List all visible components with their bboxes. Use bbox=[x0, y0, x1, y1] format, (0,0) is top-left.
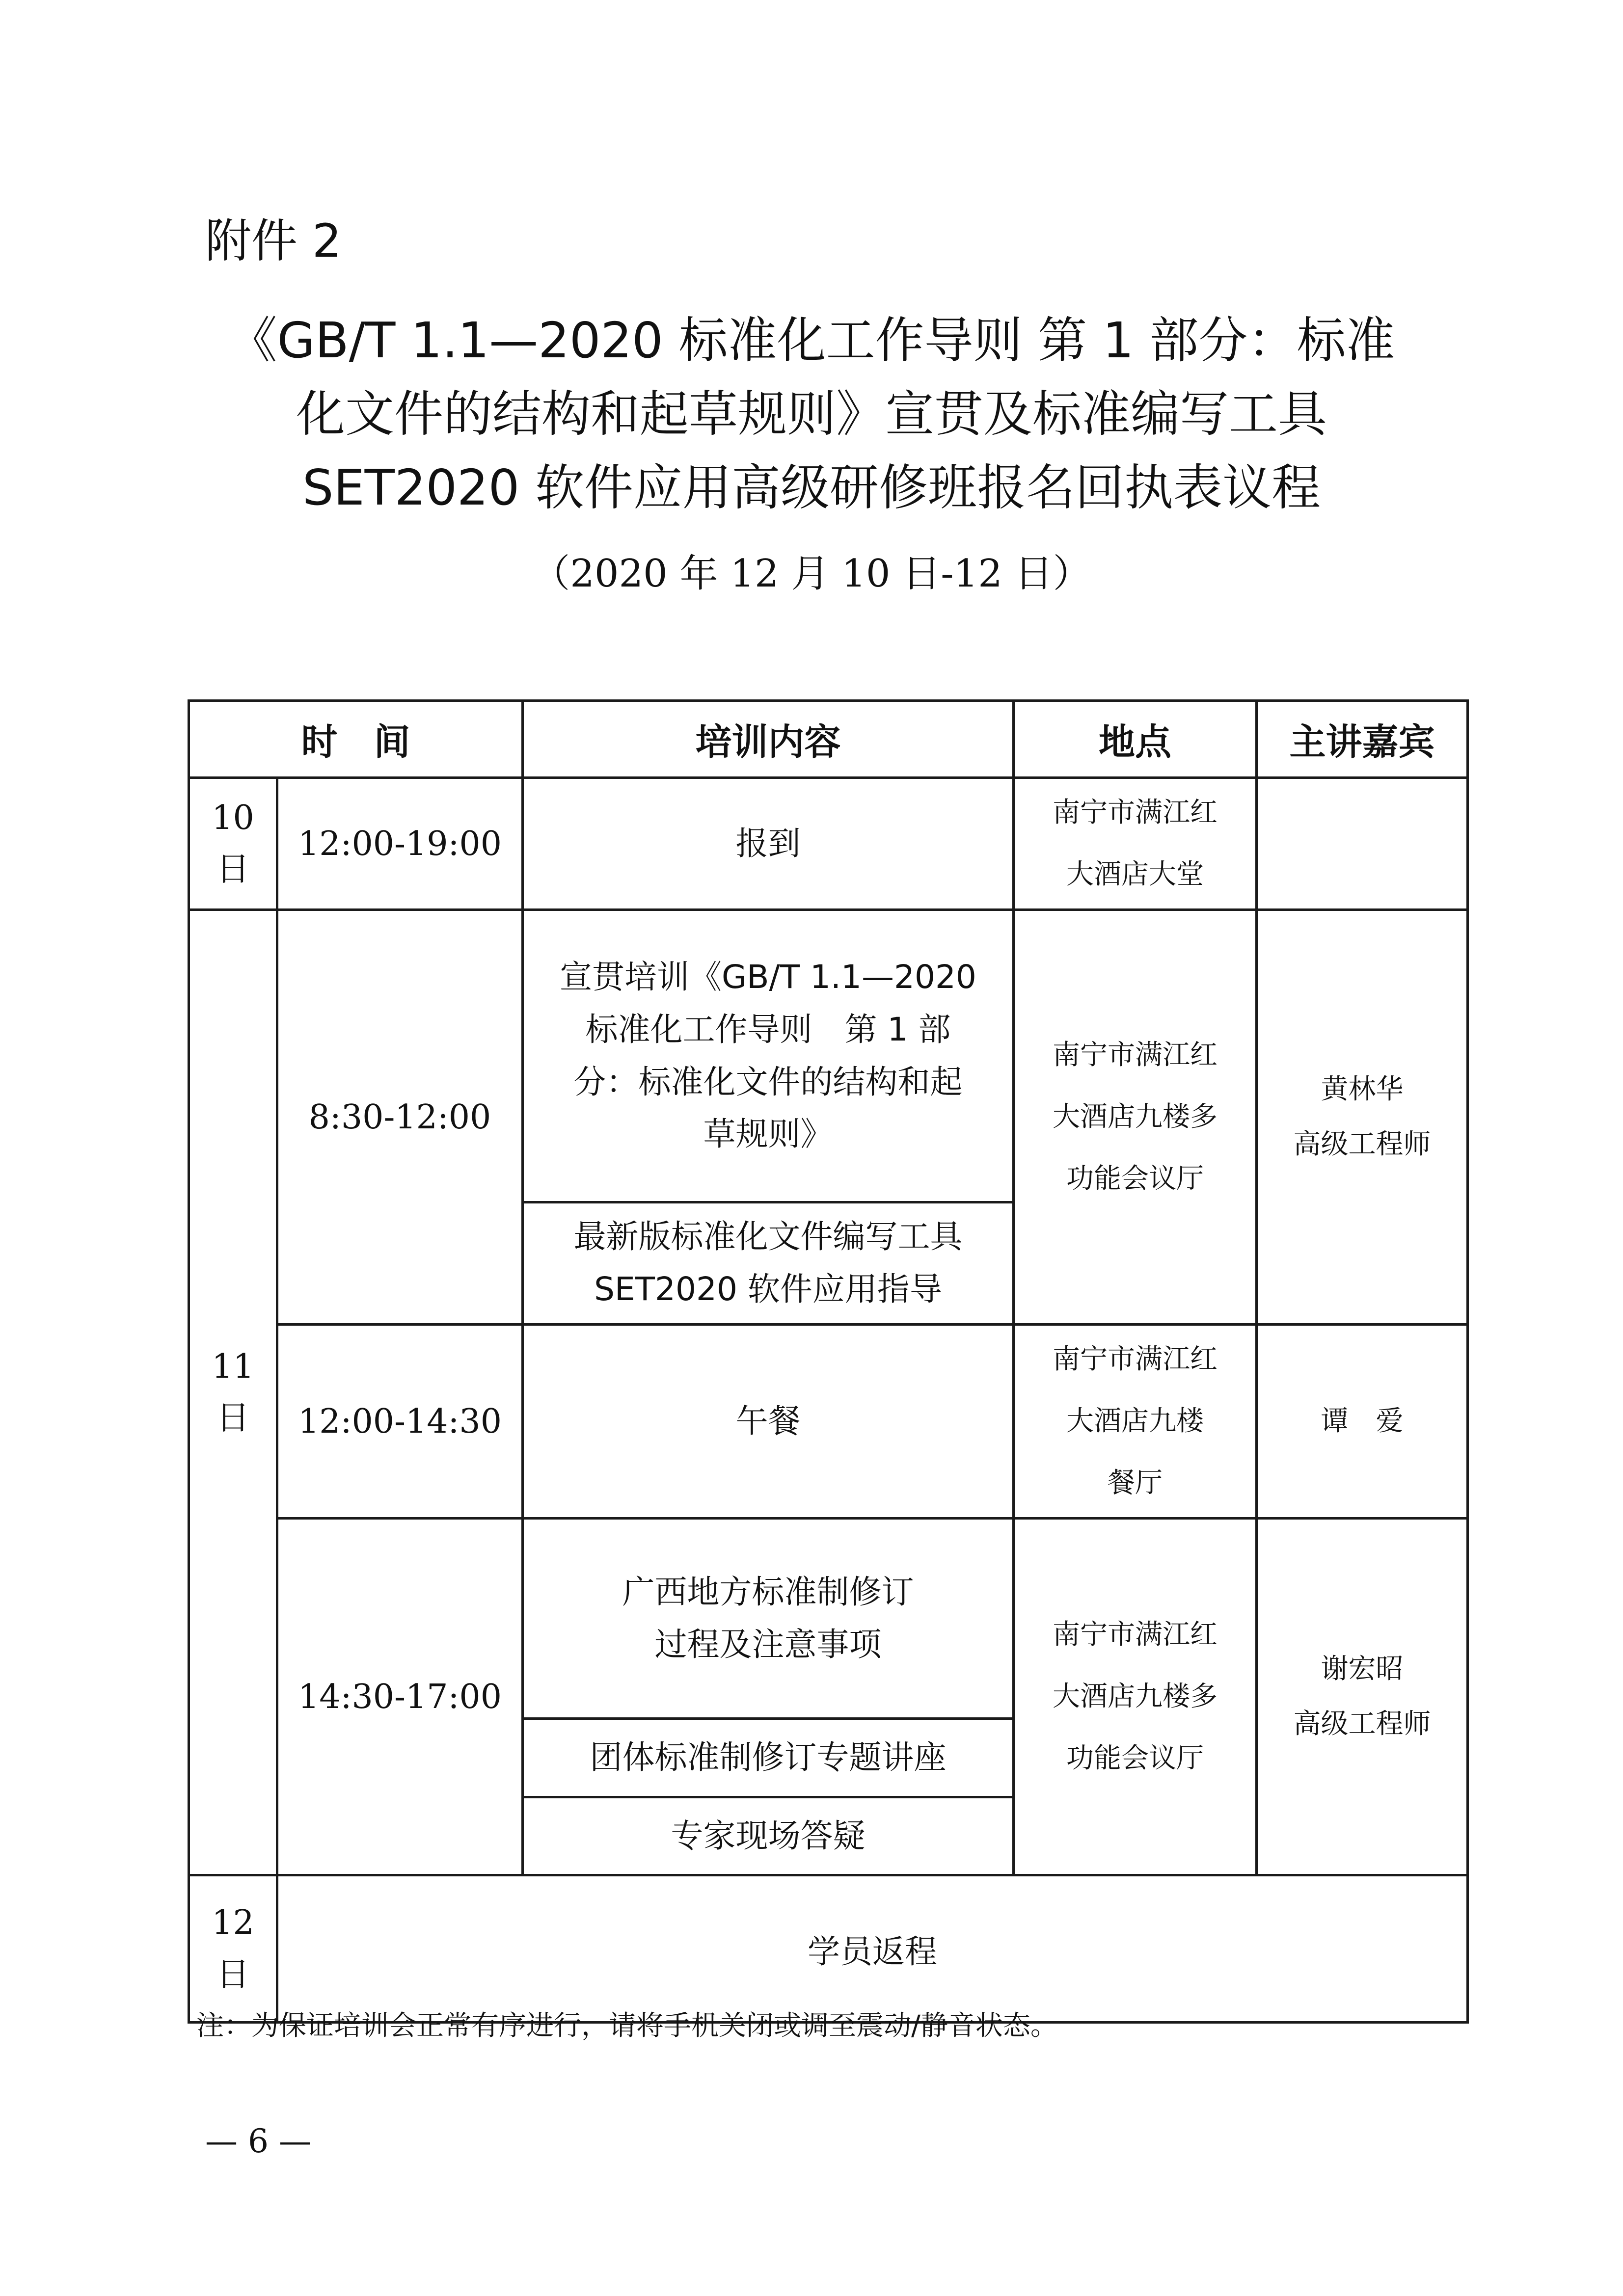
day-cell-11 bbox=[189, 910, 277, 1875]
speaker-name: 黄林华 bbox=[1321, 1073, 1404, 1105]
header-location: 地点 bbox=[1014, 701, 1257, 778]
location-line: 南宁市满江红 bbox=[1053, 1619, 1217, 1651]
footnote: 注：为保证培训会正常有序进行，请将手机关闭或调至震动/静音状态。 bbox=[196, 2010, 1058, 2042]
day-number: 10 bbox=[212, 798, 254, 837]
speaker-cell bbox=[1257, 1519, 1468, 1875]
time-cell: 8:30-12:00 bbox=[277, 910, 523, 1325]
location-line: 南宁市满江红 bbox=[1053, 797, 1217, 828]
table-row bbox=[189, 778, 1468, 910]
location-line: 功能会议厅 bbox=[1066, 1163, 1204, 1195]
day-suffix: 日 bbox=[216, 1955, 250, 1994]
table-row bbox=[189, 910, 1468, 1202]
content-cell bbox=[523, 1519, 1014, 1719]
day-suffix: 日 bbox=[216, 1399, 250, 1438]
attachment-label: 附件 2 bbox=[205, 214, 342, 268]
time-cell: 12:00-14:30 bbox=[277, 1325, 523, 1519]
location-line: 功能会议厅 bbox=[1066, 1742, 1204, 1774]
location-line: 大酒店九楼多 bbox=[1053, 1101, 1217, 1133]
table-row bbox=[189, 1875, 1468, 2023]
content-cell: 午餐 bbox=[523, 1325, 1014, 1519]
content-line: 草规则》 bbox=[703, 1115, 833, 1153]
location-line: 大酒店九楼多 bbox=[1053, 1681, 1217, 1712]
table-row bbox=[189, 1325, 1468, 1519]
speaker-title: 高级工程师 bbox=[1293, 1708, 1431, 1740]
day-cell-12 bbox=[189, 1875, 277, 2023]
speaker-title: 高级工程师 bbox=[1293, 1128, 1431, 1160]
content-line: 宣贯培训《GB/T 1.1—2020 bbox=[560, 958, 976, 996]
speaker-name: 谢宏昭 bbox=[1321, 1653, 1404, 1685]
speaker-cell bbox=[1257, 910, 1468, 1325]
header-speaker: 主讲嘉宾 bbox=[1257, 701, 1468, 778]
content-line: 过程及注意事项 bbox=[654, 1625, 882, 1663]
location-cell bbox=[1014, 1325, 1257, 1519]
content-cell bbox=[523, 910, 1014, 1202]
location-line: 大酒店九楼 bbox=[1066, 1405, 1204, 1437]
content-line: 标准化工作导则 第 1 部 bbox=[585, 1010, 951, 1048]
speaker-cell: 谭 爱 bbox=[1257, 1325, 1468, 1519]
date-range: （2020 年 12 月 10 日-12 日） bbox=[532, 552, 1091, 596]
content-cell: 报到 bbox=[523, 778, 1014, 910]
document-title-line-2: 化文件的结构和起草规则》宣贯及标准编写工具 bbox=[296, 385, 1327, 443]
content-cell: 专家现场答疑 bbox=[523, 1797, 1014, 1875]
time-cell: 12:00-19:00 bbox=[277, 778, 523, 910]
schedule-table bbox=[188, 699, 1469, 2024]
table-header-row bbox=[189, 701, 1468, 778]
time-cell: 14:30-17:00 bbox=[277, 1519, 523, 1875]
location-line: 大酒店大堂 bbox=[1066, 858, 1204, 890]
table-row bbox=[189, 1519, 1468, 1719]
location-line: 南宁市满江红 bbox=[1053, 1039, 1217, 1071]
location-cell bbox=[1014, 1519, 1257, 1875]
location-cell bbox=[1014, 910, 1257, 1325]
content-cell bbox=[523, 1202, 1014, 1325]
content-line: SET2020 软件应用指导 bbox=[594, 1270, 942, 1308]
location-line: 餐厅 bbox=[1108, 1467, 1163, 1499]
document-title-line-1: 《GB/T 1.1—2020 标准化工作导则 第 1 部分：标准 bbox=[228, 312, 1395, 369]
content-cell: 团体标准制修订专题讲座 bbox=[523, 1719, 1014, 1797]
content-cell-span: 学员返程 bbox=[277, 1875, 1468, 2023]
day-cell-10 bbox=[189, 778, 277, 910]
day-number: 11 bbox=[212, 1347, 254, 1386]
location-cell bbox=[1014, 778, 1257, 910]
content-line: 最新版标准化文件编写工具 bbox=[573, 1218, 963, 1256]
day-number: 12 bbox=[212, 1903, 254, 1943]
header-content: 培训内容 bbox=[523, 701, 1014, 778]
page-number: — 6 — bbox=[205, 2122, 311, 2160]
header-time: 时 间 bbox=[189, 701, 523, 778]
content-line: 广西地方标准制修订 bbox=[622, 1573, 914, 1611]
content-line: 分：标准化文件的结构和起 bbox=[573, 1063, 963, 1101]
day-suffix: 日 bbox=[216, 850, 250, 889]
speaker-cell-empty bbox=[1257, 778, 1468, 910]
location-line: 南宁市满江红 bbox=[1053, 1343, 1217, 1375]
document-title-line-3: SET2020 软件应用高级研修班报名回执表议程 bbox=[302, 459, 1321, 516]
